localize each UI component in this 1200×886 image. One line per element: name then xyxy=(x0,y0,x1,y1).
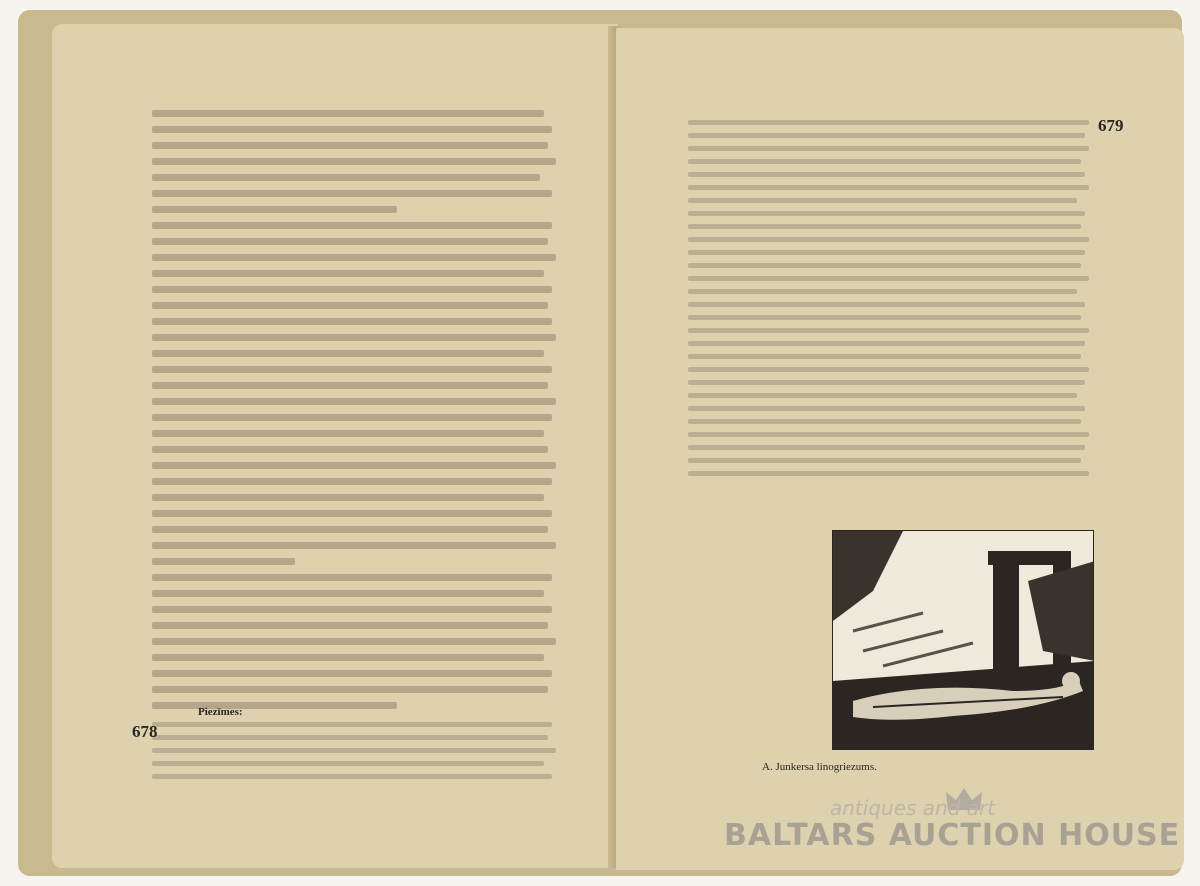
right-page xyxy=(616,28,1184,870)
open-book xyxy=(18,10,1182,876)
watermark-name: BALTARS AUCTION HOUSE xyxy=(724,818,1181,853)
figure-caption: A. Junkersa linogriezums. xyxy=(762,761,877,773)
linocut-illustration xyxy=(832,530,1094,750)
page-number-left: 678 xyxy=(132,722,158,741)
left-body-text-untranscribed xyxy=(152,110,560,718)
left-page xyxy=(52,24,618,868)
left-footnotes-untranscribed xyxy=(152,722,560,787)
right-footnotes-untranscribed xyxy=(688,120,1093,484)
footnote-label: Piezīmes: xyxy=(198,706,243,718)
page-number-right: 679 xyxy=(1098,116,1124,135)
watermark-tagline: antiques and art xyxy=(830,796,996,820)
